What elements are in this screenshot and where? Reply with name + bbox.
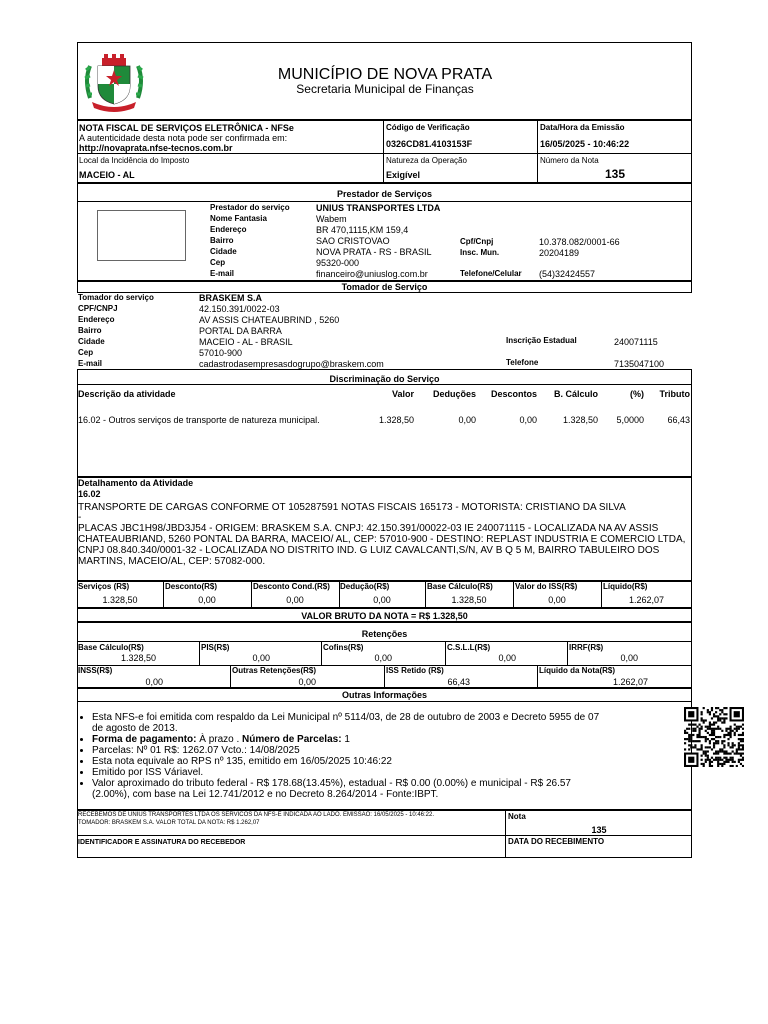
servico-header-bcalculo: B. Cálculo bbox=[553, 389, 598, 399]
servico-header-deducoes: Deduções bbox=[432, 389, 476, 399]
totais-value-6: 1.262,07 bbox=[628, 595, 665, 605]
servico-row-deducoes: 0,00 bbox=[458, 415, 476, 425]
prestador-insc-label: Insc. Mun. bbox=[460, 248, 500, 257]
tomador-label-1: CPF/CNPJ bbox=[78, 304, 118, 313]
totais-value-1: 0,00 bbox=[198, 595, 216, 605]
datetime-label: Data/Hora da Emissão bbox=[540, 123, 625, 132]
totais-value-0: 1.328,50 bbox=[102, 595, 138, 605]
prestador-value-3: SAO CRISTOVAO bbox=[316, 236, 390, 246]
prestador-label-5: Cep bbox=[210, 258, 226, 267]
recibo-nota-label: Nota bbox=[508, 812, 526, 821]
tomador-label-6: E-mail bbox=[78, 359, 103, 368]
prestador-insc: 20204189 bbox=[539, 248, 580, 258]
auth-note: A autenticidade desta nota pode ser confirmada em: bbox=[79, 133, 288, 143]
prestador-logo-placeholder bbox=[97, 210, 186, 261]
detalhamento-dash: - bbox=[78, 512, 82, 523]
detalhamento-code: 16.02 bbox=[78, 489, 101, 499]
auth-url[interactable]: http://novaprata.nfse-tecnos.com.br bbox=[79, 143, 233, 153]
tomador-value-1: 42.150.391/0022-03 bbox=[199, 304, 280, 314]
ret1-label-1: PIS(R$) bbox=[201, 643, 230, 652]
tomador-tel: 7135047100 bbox=[614, 359, 665, 369]
recibo-text-1: RECEBEMOS DE UNIUS TRANSPORTES LTDA OS SERVICOS DA NFS-E INDICADA AO LADO. EMISSÃO: 16/05/2025 - 10:46:22. bbox=[78, 812, 435, 818]
ret2-value-0: 0,00 bbox=[145, 677, 163, 687]
servico-row-descontos: 0,00 bbox=[519, 415, 537, 425]
totais-value-3: 0,00 bbox=[373, 595, 391, 605]
retencoes-title: Retenções bbox=[361, 629, 408, 639]
tomador-label-5: Cep bbox=[78, 348, 94, 357]
servico-header-desc: Descrição da atividade bbox=[78, 389, 176, 399]
totais-label-0: Serviços (R$) bbox=[78, 582, 130, 591]
tomador-ie-label: Inscrição Estadual bbox=[506, 336, 577, 345]
prestador-label-3: Bairro bbox=[210, 236, 234, 245]
ret1-value-4: 0,00 bbox=[620, 653, 638, 663]
servico-row-tributo: 66,43 bbox=[667, 415, 690, 425]
totais-value-2: 0,00 bbox=[286, 595, 304, 605]
ret2-value-2: 66,43 bbox=[447, 677, 470, 687]
outras-title: Outras Informações bbox=[341, 690, 428, 700]
prestador-label-4: Cidade bbox=[210, 247, 237, 256]
tomador-value-0: BRASKEM S.A bbox=[199, 293, 263, 303]
tomador-value-5: 57010-900 bbox=[199, 348, 243, 358]
totais-value-5: 0,00 bbox=[548, 595, 566, 605]
verif-code-label: Código de Verificação bbox=[386, 123, 470, 132]
recibo-nota-value: 135 bbox=[591, 825, 607, 835]
valor-bruto: VALOR BRUTO DA NOTA = R$ 1.328,50 bbox=[301, 611, 468, 621]
totais-label-6: Líquido(R$) bbox=[603, 582, 648, 591]
prestador-tel-label: Telefone/Celular bbox=[460, 269, 522, 278]
servico-header-tributo: Tributo bbox=[659, 389, 690, 399]
prestador-label-1: Nome Fantasia bbox=[210, 214, 267, 223]
natureza-value: Exigível bbox=[386, 170, 421, 180]
ret1-value-0: 1.328,50 bbox=[120, 653, 156, 663]
local-label: Local da Incidência do Imposto bbox=[79, 156, 190, 165]
recibo-ident-label: IDENTIFICADOR E ASSINATURA DO RECEBEDOR bbox=[78, 839, 246, 846]
municipal-coat-of-arms bbox=[78, 50, 150, 114]
ret2-value-3: 1.262,07 bbox=[612, 677, 648, 687]
prestador-section-title: Prestador de Serviços bbox=[336, 189, 433, 199]
ret1-value-1: 0,00 bbox=[252, 653, 270, 663]
tomador-tel-label: Telefone bbox=[506, 358, 539, 367]
ret2-label-1: Outras Retenções(R$) bbox=[232, 666, 317, 675]
numero-value: 135 bbox=[604, 167, 626, 181]
tomador-value-3: PORTAL DA BARRA bbox=[199, 326, 282, 336]
ret2-value-1: 0,00 bbox=[298, 677, 316, 687]
prestador-tel: (54)32424557 bbox=[539, 269, 596, 279]
outras-item-pagamento: • Forma de pagamento: À prazo . Número de Parcelas: 1 bbox=[92, 734, 684, 745]
prestador-value-2: BR 470,1115,KM 159,4 bbox=[316, 225, 409, 235]
prestador-cpf: 10.378.082/0001-66 bbox=[539, 237, 620, 247]
detalhamento-line1: TRANSPORTE DE CARGAS CONFORME OT 105287591 NOTAS FISCAIS 165173 - MOTORISTA: CRISTIANO DA SILVA bbox=[78, 502, 626, 513]
detalhamento-para-2: CNPJ 08.840.340/0001-32 - LOCALIZADA NO DISTRITO IND. G LUIZ CAVALCANTI,S/N, AV B Q 5 M, BAIRRO TABULEIRO DOS bbox=[78, 545, 660, 556]
doc-title: NOTA FISCAL DE SERVIÇOS ELETRÔNICA - NFSe bbox=[79, 123, 294, 133]
prestador-value-5: 95320-000 bbox=[316, 258, 360, 268]
totais-label-3: Dedução(R$) bbox=[340, 582, 390, 591]
recibo-text-2: TOMADOR: BRASKEM S.A. VALOR TOTAL DA NOTA: R$ 1.262,07 bbox=[78, 820, 260, 826]
servico-row-desc: 16.02 - Outros serviços de transporte de natureza municipal. bbox=[78, 415, 320, 425]
prestador-value-0: UNIUS TRANSPORTES LTDA bbox=[316, 203, 441, 213]
ret1-value-2: 0,00 bbox=[374, 653, 392, 663]
municipality-title: MUNICÍPIO DE NOVA PRATA bbox=[277, 66, 493, 83]
outras-item-parcelas: • Parcelas: Nº 01 R$: 1262.07 Vcto.: 14/08/2025 bbox=[92, 745, 684, 756]
prestador-label-0: Prestador do serviço bbox=[210, 203, 290, 212]
department-subtitle: Secretaria Municipal de Finanças bbox=[296, 82, 474, 96]
prestador-label-2: Endereço bbox=[210, 225, 247, 234]
tomador-label-2: Endereço bbox=[78, 315, 115, 324]
detalhamento-para-3: MARTINS, MACEIO/AL, CEP: 57082-000. bbox=[78, 556, 266, 567]
totais-label-1: Desconto(R$) bbox=[165, 582, 218, 591]
tomador-value-6: cadastrodasempresasdogrupo@braskem.com bbox=[199, 359, 384, 369]
prestador-value-4: NOVA PRATA - RS - BRASIL bbox=[316, 247, 432, 257]
tomador-value-4: MACEIO - AL - BRASIL bbox=[199, 337, 293, 347]
detalhamento-para-1: CHATEAUBRIAND, 5260 PONTAL DA BARRA, MACEIO/ AL, CEP: 57010-900 - DESTINO: REPLAST INDUSTRIA E COMERCIO LTDA, bbox=[78, 534, 686, 545]
outras-item-tributos: • Valor aproximado do tributo federal - R$ 178.68(13.45%), estadual - R$ 0.00 (0.00%) e municipal - R$ 26.57 (2.00%), com base na Lei 12.741/2012 e no Decreto 8.264/2014 - Fonte:IBPT. bbox=[92, 778, 684, 800]
servico-header-pct: (%) bbox=[630, 389, 644, 399]
prestador-label-6: E-mail bbox=[210, 269, 235, 278]
outras-item-lei: • Esta NFS-e foi emitida com respaldo da Lei Municipal nº 5114/03, de 28 de outubro de 2003 e Decreto 5955 de 07 de agosto de 2013. bbox=[92, 712, 684, 734]
tomador-section-title: Tomador de Serviço bbox=[341, 282, 428, 292]
tomador-label-0: Tomador do serviço bbox=[78, 293, 154, 302]
ret1-label-3: C.S.L.L(R$) bbox=[447, 643, 491, 652]
numero-label: Número da Nota bbox=[540, 156, 599, 165]
ret1-label-0: Base Cálculo(R$) bbox=[78, 643, 144, 652]
outras-list bbox=[80, 712, 684, 800]
tomador-label-4: Cidade bbox=[78, 337, 105, 346]
ret2-label-3: Líquido da Nota(R$) bbox=[539, 666, 615, 675]
servico-header-valor: Valor bbox=[391, 389, 414, 399]
tomador-value-2: AV ASSIS CHATEAUBRIND , 5260 bbox=[199, 315, 340, 325]
datetime-value: 16/05/2025 - 10:46:22 bbox=[540, 139, 630, 149]
detalhamento-title: Detalhamento da Atividade bbox=[78, 478, 194, 488]
servico-row-pct: 5,0000 bbox=[616, 415, 644, 425]
verif-code: 0326CD81.4103153F bbox=[386, 139, 473, 149]
recibo-data-label: DATA DO RECEBIMENTO bbox=[508, 837, 605, 846]
outras-item-rps: • Esta nota equivale ao RPS nº 135, emitido em 16/05/2025 10:46:22 bbox=[92, 756, 684, 767]
prestador-value-1: Wabem bbox=[316, 214, 347, 224]
totais-label-2: Desconto Cond.(R$) bbox=[253, 582, 330, 591]
servico-header-descontos: Descontos bbox=[490, 389, 537, 399]
ret1-value-3: 0,00 bbox=[498, 653, 516, 663]
outras-item-iss: • Emitido por ISS Váriavel. bbox=[92, 767, 684, 778]
local-value: MACEIO - AL bbox=[79, 170, 135, 180]
servico-row-valor: 1.328,50 bbox=[378, 415, 414, 425]
ret2-label-2: ISS Retido (R$) bbox=[386, 666, 444, 675]
totais-label-5: Valor do ISS(R$) bbox=[515, 582, 578, 591]
totais-value-4: 1.328,50 bbox=[451, 595, 487, 605]
servico-row-bcalculo: 1.328,50 bbox=[562, 415, 598, 425]
tomador-ie: 240071115 bbox=[614, 337, 658, 347]
servico-section-title: Discriminação do Serviço bbox=[329, 374, 440, 384]
natureza-label: Natureza da Operação bbox=[386, 156, 467, 165]
tomador-label-3: Bairro bbox=[78, 326, 102, 335]
ret1-label-2: Cofins(R$) bbox=[323, 643, 364, 652]
prestador-cpf-label: Cpf/Cnpj bbox=[460, 237, 494, 246]
qr-code bbox=[684, 707, 744, 767]
totais-label-4: Base Cálculo(R$) bbox=[427, 582, 493, 591]
detalhamento-para-0: PLACAS JBC1H98/JBD3J54 - ORIGEM: BRASKEM S.A. CNPJ: 42.150.391/00022-03 IE 240071115 - LOCALIZADA NA AV ASSIS bbox=[78, 523, 659, 534]
ret2-label-0: INSS(R$) bbox=[78, 666, 113, 675]
prestador-value-6: financeiro@uniuslog.com.br bbox=[316, 269, 428, 279]
ret1-label-4: IRRF(R$) bbox=[569, 643, 604, 652]
